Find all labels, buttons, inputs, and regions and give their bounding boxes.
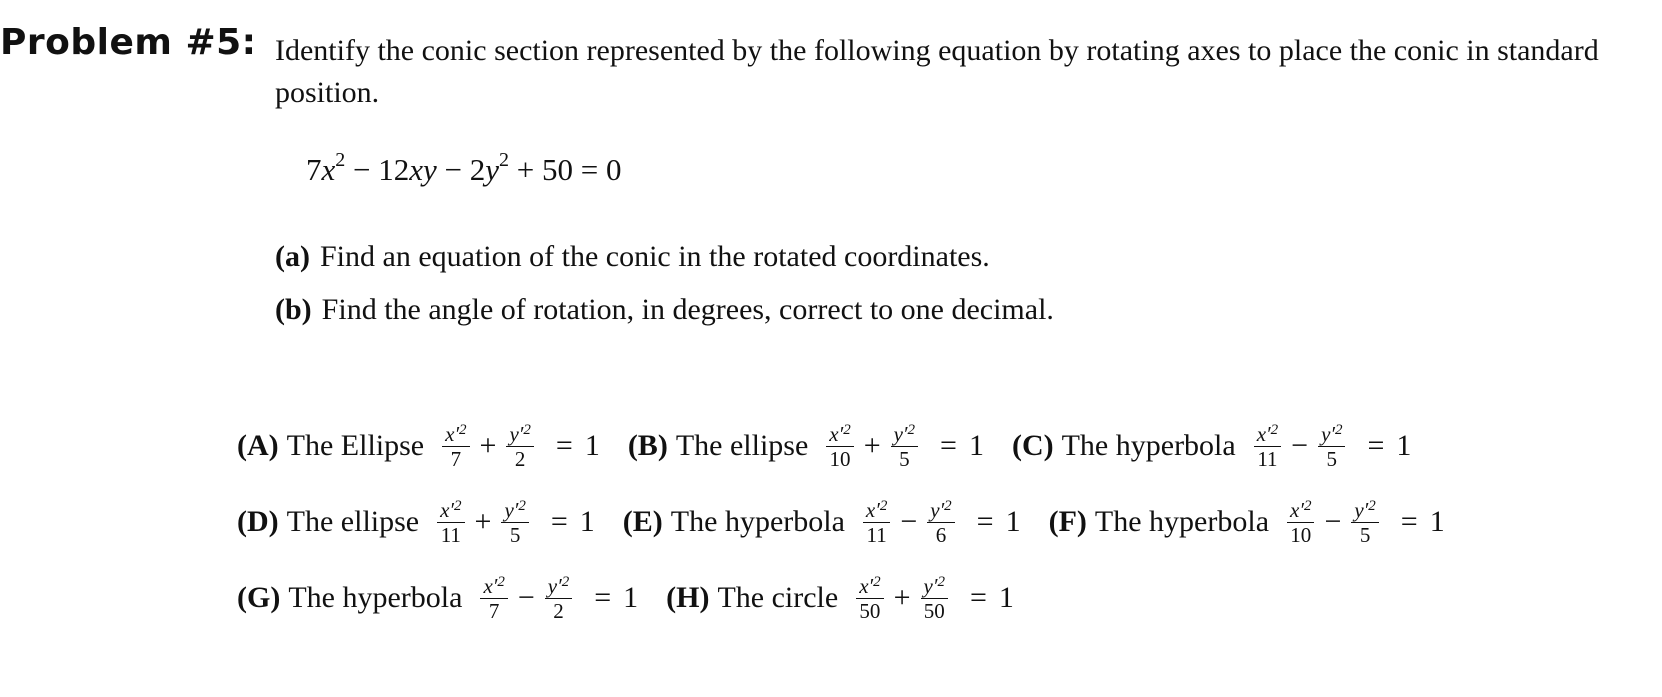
choice-conic-name: The circle <box>717 581 839 614</box>
equals-sign: = <box>976 505 994 538</box>
numerator-variable: x′ <box>445 421 460 446</box>
fraction-numerator <box>826 422 853 447</box>
choice-conic-name: The ellipse <box>286 505 420 538</box>
choice-label: (A) <box>237 429 279 462</box>
fraction <box>545 574 572 623</box>
choice-conic-name: The hyperbola <box>288 581 463 614</box>
choice-rhs: 1 <box>623 581 639 614</box>
choice-conic-name: The hyperbola <box>1094 505 1270 538</box>
choice-label: (B) <box>627 429 668 462</box>
numerator-exponent: 2 <box>944 497 952 514</box>
fraction-denominator: 6 <box>935 522 947 547</box>
fraction-numerator <box>437 498 464 523</box>
fraction-numerator <box>927 498 954 523</box>
fraction-denominator: 11 <box>866 522 887 547</box>
answer-choice <box>237 498 595 547</box>
fraction-numerator <box>891 422 918 447</box>
answer-choice <box>623 498 1021 547</box>
fraction-numerator <box>501 498 528 523</box>
choice-operator: + <box>863 429 881 462</box>
choice-operator: − <box>1291 429 1309 462</box>
choice-label: (H) <box>666 581 710 614</box>
choice-operator: + <box>893 581 911 614</box>
choices-row-3 <box>237 562 1042 634</box>
numerator-variable: y′ <box>509 421 524 446</box>
fraction-denominator: 10 <box>1290 522 1312 547</box>
choice-rhs: 1 <box>998 581 1014 614</box>
fraction <box>863 498 890 547</box>
choice-label: (D) <box>237 505 279 538</box>
fraction <box>927 498 954 547</box>
fraction <box>921 574 948 623</box>
fraction-numerator <box>442 422 469 447</box>
numerator-exponent: 2 <box>843 421 851 438</box>
equals-sign: = <box>550 505 568 538</box>
choices-row-1 <box>237 410 1439 482</box>
fraction <box>1351 498 1378 547</box>
numerator-exponent: 2 <box>523 421 531 438</box>
numerator-variable: x′ <box>859 573 874 598</box>
choice-conic-name: The Ellipse <box>286 429 425 462</box>
choice-conic-name: The hyperbola <box>670 505 845 538</box>
choice-rhs: 1 <box>968 429 984 462</box>
choice-conic-name: The hyperbola <box>1061 429 1236 462</box>
fraction-denominator: 7 <box>450 446 462 471</box>
fraction-numerator <box>1254 422 1281 447</box>
fraction <box>442 422 469 471</box>
fraction-denominator: 2 <box>553 598 564 623</box>
answer-choice <box>1012 422 1411 471</box>
fraction-denominator: 11 <box>440 522 461 547</box>
choice-label: (G) <box>237 581 281 614</box>
choice-label: (F) <box>1048 505 1087 538</box>
fraction <box>437 498 464 547</box>
numerator-variable: y′ <box>547 573 562 598</box>
numerator-exponent: 2 <box>1270 421 1279 438</box>
numerator-exponent: 2 <box>873 573 881 590</box>
fraction-denominator: 5 <box>1359 522 1371 547</box>
fraction-denominator: 5 <box>899 446 910 471</box>
choice-operator: − <box>1324 505 1342 538</box>
numerator-exponent: 2 <box>561 573 570 590</box>
numerator-variable: y′ <box>504 497 519 522</box>
numerator-variable: x′ <box>483 573 498 598</box>
numerator-exponent: 2 <box>1334 421 1343 438</box>
numerator-exponent: 2 <box>937 573 945 590</box>
fraction-numerator <box>1287 498 1314 523</box>
problem-intro: Identify the conic section represented by the following equation by rotating axes to place the conic in standard position. <box>275 34 1599 109</box>
fraction-numerator <box>1318 422 1345 447</box>
fraction-denominator: 7 <box>488 598 500 623</box>
answer-choice <box>237 574 638 623</box>
equals-sign: = <box>969 581 987 614</box>
choice-conic-name: The ellipse <box>675 429 809 462</box>
fraction-denominator: 5 <box>509 522 521 547</box>
equals-sign: = <box>1400 505 1418 538</box>
choice-label: (E) <box>622 505 663 538</box>
fraction <box>480 574 507 623</box>
fraction <box>1287 498 1314 547</box>
numerator-exponent: 2 <box>879 497 888 514</box>
conic-equation: $7x^2 - 12xy - 2y^2 + 50 = 0$ <box>306 149 622 187</box>
fraction-numerator <box>506 422 533 447</box>
choices-row-2 <box>237 486 1473 558</box>
choice-label: (C) <box>1011 429 1054 462</box>
choice-operator: − <box>900 505 918 538</box>
fraction-denominator: 50 <box>859 598 881 623</box>
part-b: (b) Find the angle of rotation, in degrees, correct to one decimal. <box>275 293 1054 326</box>
numerator-variable: x′ <box>1290 497 1304 522</box>
fraction <box>826 422 853 471</box>
equals-sign: = <box>594 581 612 614</box>
numerator-exponent: 2 <box>518 497 526 514</box>
problem-label: Problem #5: <box>0 22 257 63</box>
numerator-variable: x′ <box>865 497 880 522</box>
answer-choice <box>1049 498 1445 547</box>
choice-rhs: 1 <box>1429 505 1445 538</box>
numerator-exponent: 2 <box>454 497 462 514</box>
numerator-variable: x′ <box>440 497 455 522</box>
answer-choice <box>666 574 1014 623</box>
answer-choice <box>237 422 600 471</box>
choice-operator: − <box>517 581 535 614</box>
numerator-exponent: 2 <box>459 421 467 438</box>
fraction-numerator <box>856 574 883 599</box>
fraction <box>506 422 533 471</box>
choice-rhs: 1 <box>1396 429 1412 462</box>
numerator-exponent: 2 <box>907 421 916 438</box>
choice-operator: + <box>479 429 497 462</box>
fraction-numerator <box>1351 498 1378 523</box>
fraction-numerator <box>545 574 572 599</box>
equals-sign: = <box>1367 429 1385 462</box>
numerator-variable: x′ <box>1256 421 1271 446</box>
numerator-variable: x′ <box>829 421 844 446</box>
numerator-variable: y′ <box>930 497 945 522</box>
choice-rhs: 1 <box>1005 505 1021 538</box>
choice-rhs: 1 <box>584 429 600 462</box>
numerator-variable: y′ <box>1354 497 1369 522</box>
equals-sign: = <box>940 429 957 462</box>
fraction-denominator: 2 <box>514 446 526 471</box>
numerator-exponent: 2 <box>497 573 505 590</box>
fraction <box>501 498 528 547</box>
fraction <box>1254 422 1281 471</box>
equals-sign: = <box>555 429 573 462</box>
fraction-denominator: 5 <box>1326 446 1338 471</box>
choice-rhs: 1 <box>579 505 595 538</box>
fraction <box>856 574 883 623</box>
fraction-denominator: 10 <box>829 446 851 471</box>
answer-choice <box>628 422 984 471</box>
fraction <box>1318 422 1345 471</box>
numerator-variable: y′ <box>923 573 938 598</box>
numerator-exponent: 2 <box>1303 497 1312 514</box>
numerator-variable: y′ <box>1321 421 1335 446</box>
fraction-numerator <box>921 574 948 599</box>
numerator-exponent: 2 <box>1368 497 1376 514</box>
numerator-variable: y′ <box>893 421 908 446</box>
fraction-denominator: 50 <box>923 598 945 623</box>
fraction <box>891 422 918 471</box>
fraction-numerator <box>863 498 890 523</box>
fraction-denominator: 11 <box>1257 446 1278 471</box>
part-a: (a) Find an equation of the conic in the rotated coordinates. <box>275 240 990 273</box>
choice-operator: + <box>474 505 492 538</box>
fraction-numerator <box>480 574 507 599</box>
